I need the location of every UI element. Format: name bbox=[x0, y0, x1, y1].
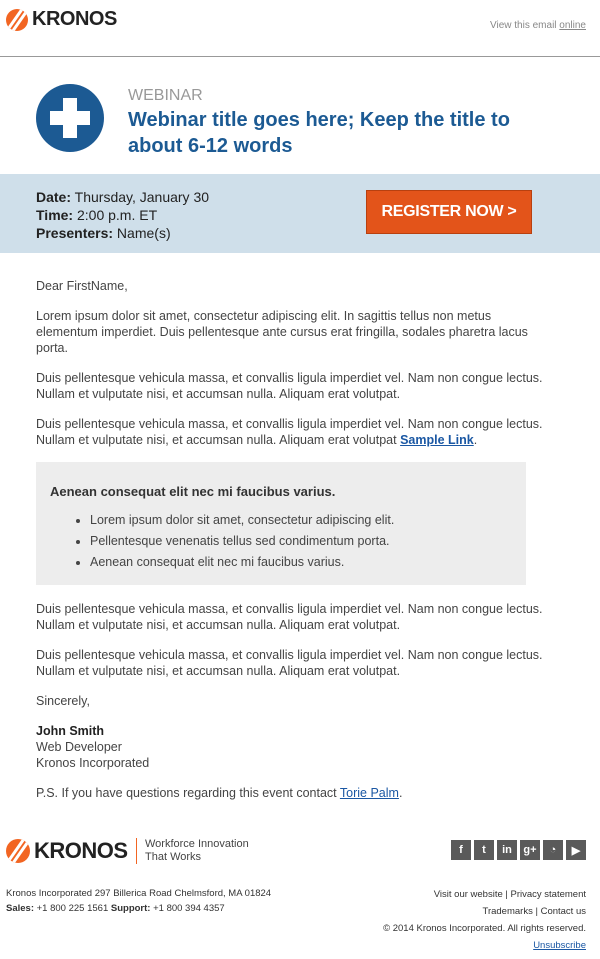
webinar-kicker: WEBINAR bbox=[128, 87, 203, 104]
time-label: Time: bbox=[36, 207, 74, 223]
footer-kronos-logo[interactable] bbox=[6, 838, 128, 864]
signature-title: Web Developer bbox=[36, 740, 122, 754]
top-header bbox=[0, 0, 600, 57]
sample-link[interactable]: Sample Link bbox=[400, 433, 474, 447]
paragraph-5: Duis pellentesque vehicula massa, et convallis ligula imperdiet vel. Nam non congue lectus. Nullam et vulputate nisi, et accumsan nulla. Aliquam erat volutpat. bbox=[36, 648, 543, 678]
kronos-logo-icon bbox=[6, 9, 28, 31]
contact-us-link[interactable]: Contact us bbox=[540, 906, 586, 917]
paragraph-3 bbox=[36, 416, 556, 448]
tagline bbox=[136, 838, 249, 864]
kronos-wordmark: KRONOS bbox=[32, 8, 117, 30]
paragraph-2: Duis pellentesque vehicula massa, et convallis ligula imperdiet vel. Nam non congue lectus. Nullam et vulputate nisi, et accumsan nulla. Aliquam erat volutpat. bbox=[36, 371, 543, 401]
date-label: Date: bbox=[36, 189, 72, 205]
paragraph-3-text: Duis pellentesque vehicula massa, et convallis ligula imperdiet vel. Nam non congue lectus. Nullam et vulputate nisi, et accumsan nulla. Aliquam erat volutpat bbox=[36, 417, 543, 447]
twitter-icon[interactable]: t bbox=[474, 840, 494, 860]
paragraph-3-end: . bbox=[473, 433, 478, 447]
sales-label: Sales: bbox=[6, 903, 34, 914]
register-now-button[interactable]: REGISTER NOW > bbox=[366, 190, 532, 234]
trademarks-link[interactable]: Trademarks bbox=[482, 906, 533, 917]
signature bbox=[36, 723, 556, 771]
sales-phone: +1 800 225 1561 bbox=[34, 903, 111, 914]
visit-website-link[interactable]: Visit our website bbox=[433, 889, 503, 900]
list-item: • Pellentesque venenatis tellus sed condimentum porta. bbox=[90, 533, 512, 549]
view-email-text: View this email bbox=[490, 20, 560, 31]
address-line: Kronos Incorporated 297 Billerica Road Chelmsford, MA 01824 bbox=[6, 888, 272, 899]
paragraph-4: Duis pellentesque vehicula massa, et convallis ligula imperdiet vel. Nam non congue lectus. Nullam et vulputate nisi, et accumsan nulla. Aliquam erat volutpat. bbox=[36, 602, 543, 632]
presenters-value: Name(s) bbox=[113, 225, 171, 241]
support-label: Support: bbox=[110, 903, 151, 914]
event-details bbox=[36, 188, 209, 242]
list-item: • Lorem ipsum dolor sit amet, consectetur adipiscing elit. bbox=[90, 512, 512, 528]
paragraph-1: Lorem ipsum dolor sit amet, consectetur adipiscing elit. In sagittis tellus non metus elementum imperdiet. Duis pellentesque ante cursus erat fringilla, sodales pharetra lacus porta. bbox=[36, 309, 528, 355]
tagline-line2: That Works bbox=[145, 851, 202, 863]
greeting: Dear FirstName, bbox=[36, 279, 128, 293]
presenters-label: Presenters: bbox=[36, 225, 114, 241]
linkedin-icon[interactable]: in bbox=[497, 840, 517, 860]
signature-name: John Smith bbox=[36, 724, 105, 738]
contact-link[interactable]: Torie Palm bbox=[339, 786, 399, 800]
footer-links: Visit our website | Privacy statement Trademarks | Contact us © 2014 Kronos Incorporated. All rights reserved. Unsubscribe bbox=[383, 886, 586, 954]
tagline-line1: Workforce Innovation bbox=[145, 838, 249, 850]
closing: Sincerely, bbox=[36, 694, 90, 708]
signature-company: Kronos Incorporated bbox=[36, 756, 150, 770]
company-address bbox=[6, 886, 271, 916]
kronos-logo[interactable] bbox=[6, 8, 117, 31]
unsubscribe-link[interactable]: Unsubscribe bbox=[533, 940, 586, 951]
view-online-link[interactable]: online bbox=[559, 20, 586, 31]
view-email-online bbox=[490, 20, 586, 31]
ps-text: P.S. If you have questions regarding this event contact bbox=[36, 786, 340, 800]
callout-list bbox=[50, 512, 512, 570]
rss-icon[interactable]: ◔ bbox=[543, 840, 563, 860]
webinar-hero bbox=[0, 57, 600, 175]
webinar-title: Webinar title goes here; Keep the title to about 6-12 words bbox=[128, 109, 510, 157]
callout-heading: Aenean consequat elit nec mi faucibus varius. bbox=[50, 484, 336, 499]
event-details-bar bbox=[0, 174, 600, 253]
footer-wordmark: KRONOS bbox=[34, 838, 128, 863]
googleplus-icon[interactable]: g+ bbox=[520, 840, 540, 860]
footer bbox=[0, 830, 600, 959]
privacy-link[interactable]: Privacy statement bbox=[510, 889, 586, 900]
social-icons bbox=[451, 840, 586, 860]
time-value: 2:00 p.m. ET bbox=[73, 207, 158, 223]
youtube-icon[interactable]: ▶ bbox=[566, 840, 586, 860]
list-item: • Aenean consequat elit nec mi faucibus varius. bbox=[90, 554, 512, 570]
postscript bbox=[36, 785, 556, 801]
facebook-icon[interactable]: f bbox=[451, 840, 471, 860]
kronos-logo-icon bbox=[6, 839, 30, 863]
support-phone: +1 800 394 4357 bbox=[150, 903, 225, 914]
callout-box bbox=[36, 462, 526, 585]
date-value: Thursday, January 30 bbox=[71, 189, 210, 205]
ps-end: . bbox=[398, 786, 403, 800]
email-body bbox=[36, 278, 556, 815]
copyright: © 2014 Kronos Incorporated. All rights reserved. bbox=[383, 923, 586, 934]
plus-icon bbox=[36, 84, 104, 152]
